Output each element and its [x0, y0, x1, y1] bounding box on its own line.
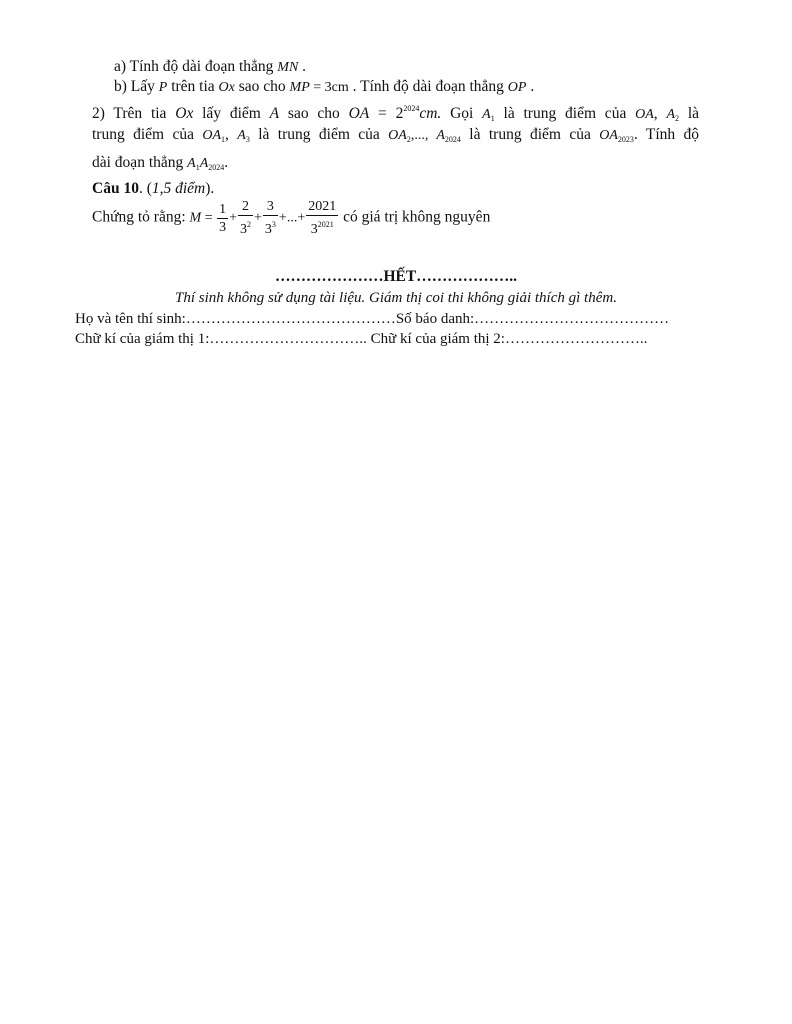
- q92-l1-e: là trung điểm của: [494, 105, 636, 122]
- q92-l1-a1-sub: 1: [490, 114, 495, 123]
- q10-points: 1,5 điểm: [151, 180, 206, 197]
- q10-title-dot: . (: [138, 180, 152, 197]
- frac1-den: 3: [219, 219, 227, 235]
- q9b-text3: sao cho: [234, 78, 290, 95]
- q10-statement: [92, 198, 490, 238]
- candidate-name-line: Họ và tên thí sinh:……………………………………Số báo danh:…………………………………: [75, 311, 670, 327]
- q9b-math-eq: = 3cm: [309, 80, 349, 95]
- q92-l1-exp: 2024: [403, 104, 420, 113]
- q92-l1-a: 2) Trên tia: [92, 105, 176, 122]
- q9-part2-line2: [92, 125, 699, 150]
- q9b-text1: b) Lấy: [114, 78, 159, 95]
- q92-l3-a2024: A: [199, 156, 209, 171]
- q92-l2-oa2: OA: [388, 128, 407, 143]
- q10-prove-text: Chứng tỏ rằng:: [92, 208, 190, 226]
- q92-l1-b: lấy điểm: [193, 105, 270, 122]
- q9-part2-line3: [92, 153, 228, 178]
- q92-l3-a2024-sub: 2024: [208, 163, 225, 172]
- q92-l1-oa2: OA: [635, 107, 654, 122]
- end-marker-right: ………………..: [416, 268, 517, 285]
- q9-part-a: [114, 57, 306, 78]
- q92-l2-a2024: A: [436, 128, 445, 143]
- q92-l1-oa: OA: [348, 105, 370, 122]
- q92-l1-g: là: [679, 105, 700, 122]
- frac3-exp: 3: [271, 220, 276, 229]
- q92-l2-c: là trung điểm của: [249, 126, 389, 143]
- frac4-exp: 2021: [317, 220, 334, 229]
- q9b-math-op: OP: [507, 80, 527, 95]
- q92-l1-ox: Ox: [175, 105, 194, 122]
- q9b-end: .: [526, 78, 535, 95]
- q92-l2-oa2023-sub: 2023: [617, 135, 634, 144]
- q9b-math-mp: MP: [289, 80, 310, 95]
- q9b-text2: trên tia: [167, 78, 219, 95]
- q92-l2-oa2023: OA: [599, 128, 618, 143]
- fraction-3-over-3cube: [263, 198, 278, 238]
- q10-heading: [92, 179, 214, 199]
- q92-l1-f: ,: [653, 105, 667, 122]
- q92-l2-a2024-sub: 2024: [444, 135, 461, 144]
- frac3-den: 3: [264, 222, 272, 237]
- q92-l3-end: .: [224, 154, 229, 171]
- fraction-1-over-3: [217, 201, 228, 236]
- end-marker-left: …………………: [275, 268, 384, 285]
- q92-l1-d: Gọi: [441, 105, 483, 122]
- end-marker-word: HẾT: [383, 268, 417, 285]
- fraction-2-over-3sq: [238, 198, 253, 238]
- q9b-math-p: P: [158, 80, 168, 95]
- q9a-math-mn: MN: [277, 60, 299, 75]
- q9-part-b: [114, 77, 534, 98]
- q9b-text4: . Tính độ dài đoạn thẳng: [348, 78, 508, 95]
- q92-l2-oa2-sub: 2: [406, 135, 411, 144]
- q9a-end: .: [298, 58, 307, 75]
- q10-math-m: M: [189, 210, 202, 226]
- exam-note: Thí sinh không sử dụng tài liệu. Giám thị coi thi không giải thích gì thêm.: [175, 290, 617, 306]
- frac3-num: 3: [263, 198, 278, 216]
- supervisor-sign-line: Chữ kí của giám thị 1:………………………….. Chữ kí của giám thị 2:………………………..: [75, 331, 648, 347]
- end-marker: [0, 267, 792, 287]
- q92-l2-a3: A: [237, 128, 246, 143]
- q10-close: ).: [205, 180, 215, 197]
- plus-1: +: [229, 210, 238, 226]
- q92-l2-e: là trung điểm của: [460, 126, 600, 143]
- q92-l2-oa1-sub: 1: [221, 135, 226, 144]
- q92-l1-c: sao cho: [279, 105, 349, 122]
- q92-l1-cm: cm.: [419, 105, 442, 122]
- q10-tail: có giá trị không nguyên: [339, 208, 491, 226]
- q92-l3-a1-sub: 1: [195, 163, 200, 172]
- q92-l1-a1: A: [482, 107, 491, 122]
- q92-l3-a1: A: [187, 156, 196, 171]
- q10-eq: =: [201, 210, 217, 226]
- q9b-math-ox: Ox: [218, 80, 235, 95]
- frac4-num: 2021: [308, 199, 337, 214]
- plus-2: +: [254, 210, 262, 226]
- q92-l2-d: ,...,: [410, 128, 437, 143]
- q92-l1-eq: = 2: [369, 105, 404, 122]
- q92-l2-a: trung điểm của: [92, 126, 203, 143]
- q92-l1-a2: A: [666, 107, 676, 122]
- q92-l2-f: . Tính độ: [633, 126, 700, 143]
- q92-l2-b: ,: [225, 126, 238, 143]
- q92-l1-a2-sub: 2: [675, 114, 680, 123]
- q92-l3-a: dài đoạn thẳng: [92, 154, 188, 171]
- q10-title: Câu 10: [92, 180, 139, 197]
- frac2-num: 2: [238, 198, 253, 216]
- frac4-den: 3: [310, 222, 318, 237]
- fraction-2021-over-3pow2021: [306, 198, 338, 238]
- frac2-exp: 2: [247, 220, 252, 229]
- q92-l2-a3-sub: 3: [245, 135, 250, 144]
- q92-l1-a-point: A: [269, 105, 280, 122]
- q9a-text: a) Tính độ dài đoạn thẳng: [114, 58, 278, 75]
- frac2-den: 3: [240, 222, 248, 237]
- q92-l2-oa1: OA: [202, 128, 222, 143]
- frac1-num: 1: [219, 201, 227, 217]
- plus-dots: +...+: [278, 210, 306, 226]
